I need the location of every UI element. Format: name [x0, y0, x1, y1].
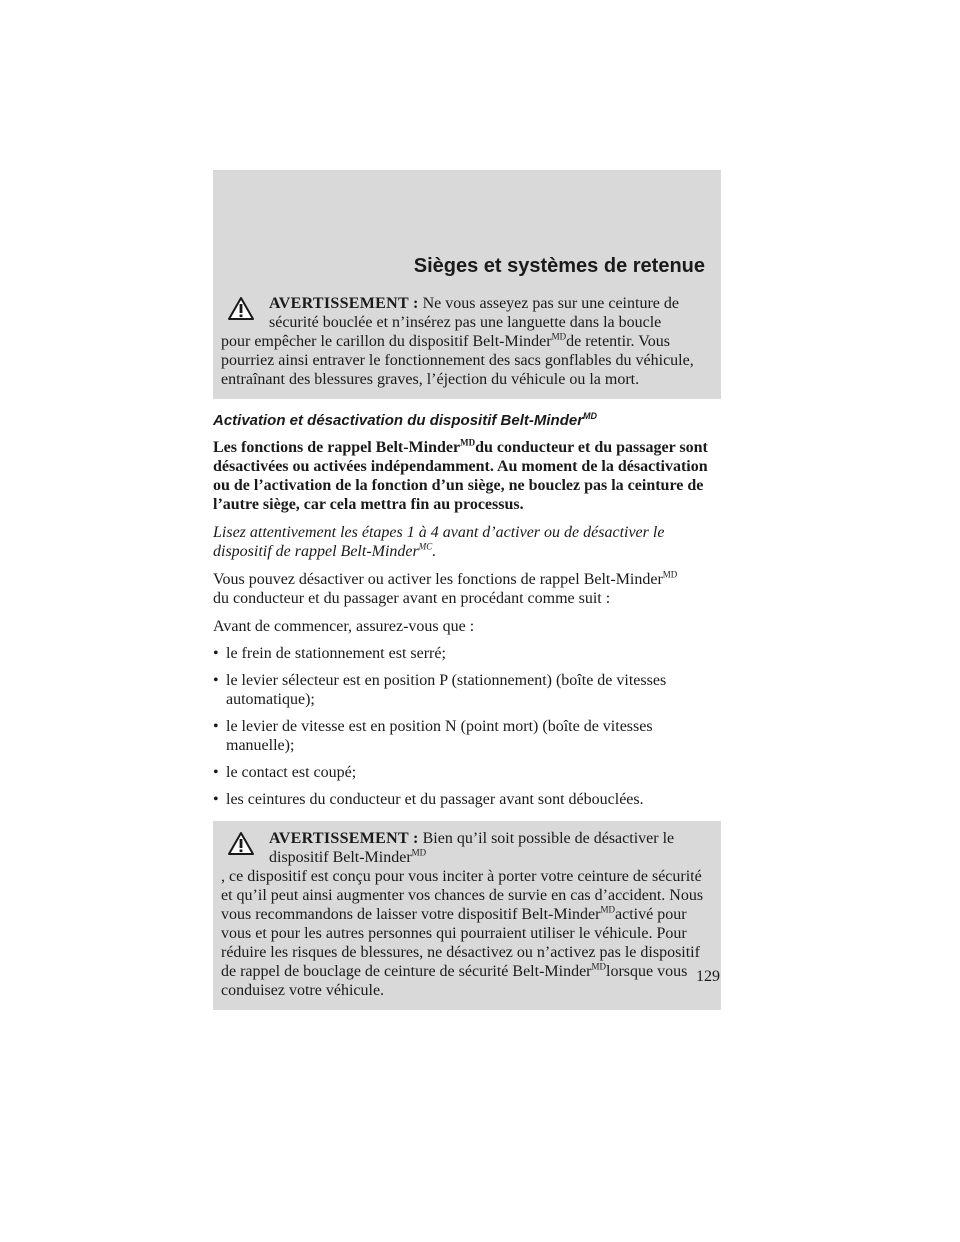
- section-heading: Activation et désactivation du dispositif Belt-Minder$^{MD}$: [213, 411, 598, 429]
- list-item: • le contact est coupé;: [213, 764, 357, 781]
- prerequisite-list: [213, 644, 721, 809]
- bullet-icon: •: [213, 645, 219, 662]
- bullet-icon: •: [213, 718, 219, 735]
- list-item: • les ceintures du conducteur et du passager avant sont débouclées.: [213, 791, 644, 808]
- page-content: [213, 286, 721, 1010]
- warning-box-2: AVERTISSEMENT : Bien qu’il soit possible de désactiver le dispositif Belt-Minder$^{MD}$ , ce dispositif est conçu pour vous inciter à porter votre ceinture de sécurité et qu’il peut ainsi augmenter vos chances de survie en cas d’accident. Nous vous recommandons de laisser votre dispositif Belt-Minder$^{MD}$activé pour vous et pour les autres personnes qui pourraient utiliser le véhicule. Pour réduire les risques de blessures, ne désactivez ou n’activez pas le dispositif de rappel de bouclage de ceinture de sécurité Belt-Minder$^{MD}$lorsque vous conduisez votre véhicule.: [213, 821, 721, 1010]
- warning-box-1: [213, 286, 721, 399]
- bullet-icon: •: [213, 791, 219, 808]
- prerequisite-intro: Avant de commencer, assurez-vous que :: [213, 618, 475, 635]
- warning-1-rest-b: de retentir. Vous pourriez ainsi entraver le fonctionnement des sacs gonflables du véhicule, entraînant des blessures graves, l’éjection du véhicule ou la mort.: [221, 333, 694, 388]
- italic-instruction-paragraph: Lisez attentivement les étapes 1 à 4 avant d’activer ou de désactiver le dispositif de rappel Belt-Minder$^{MC}$.: [213, 524, 665, 560]
- trademark-sup: MD: [551, 331, 567, 342]
- bullet-icon: •: [213, 672, 219, 689]
- list-item: • le levier de vitesse est en position N (point mort) (boîte de vitesses manuelle);: [213, 718, 653, 754]
- warning-label: AVERTISSEMENT :: [269, 830, 419, 847]
- warning-1-first-line: [221, 294, 713, 332]
- page-title: Sièges et systèmes de retenue: [413, 255, 705, 277]
- warning-1-rest-a: pour empêcher le carillon du dispositif Belt-Minder: [221, 333, 552, 350]
- page-number: 129: [696, 968, 720, 985]
- warning-1-line1: Ne vous asseyez pas sur une ceinture de: [422, 295, 679, 312]
- bold-notice-paragraph: Les fonctions de rappel Belt-Minder$^{MD}$du conducteur et du passager sont désactivées ou activées indépendamment. Au moment de la désactivation ou de l’activation de la fonction d’un siège, ne bouclez pas la ceinture de l’autre siège, car cela mettra fin au processus.: [213, 437, 708, 513]
- list-item: • le frein de stationnement est serré;: [213, 645, 446, 662]
- warning-triangle-icon: [227, 296, 255, 321]
- header-band: [213, 170, 721, 286]
- list-item: • le levier sélecteur est en position P (stationnement) (boîte de vitesses automatique);: [213, 672, 667, 708]
- warning-triangle-icon: [227, 831, 255, 856]
- warning-1-line2: sécurité bouclée et n’insérez pas une languette dans la boucle: [269, 314, 662, 331]
- bullet-icon: •: [213, 764, 219, 781]
- procedure-paragraph: Vous pouvez désactiver ou activer les fonctions de rappel Belt-Minder$^{MD}$ du conducteur et du passager avant en procédant comme suit :: [213, 569, 678, 607]
- warning-label: AVERTISSEMENT :: [269, 295, 419, 312]
- warning-2-first-line: AVERTISSEMENT : Bien qu’il soit possible de désactiver le dispositif Belt-Minder$^{MD}$: [269, 830, 675, 866]
